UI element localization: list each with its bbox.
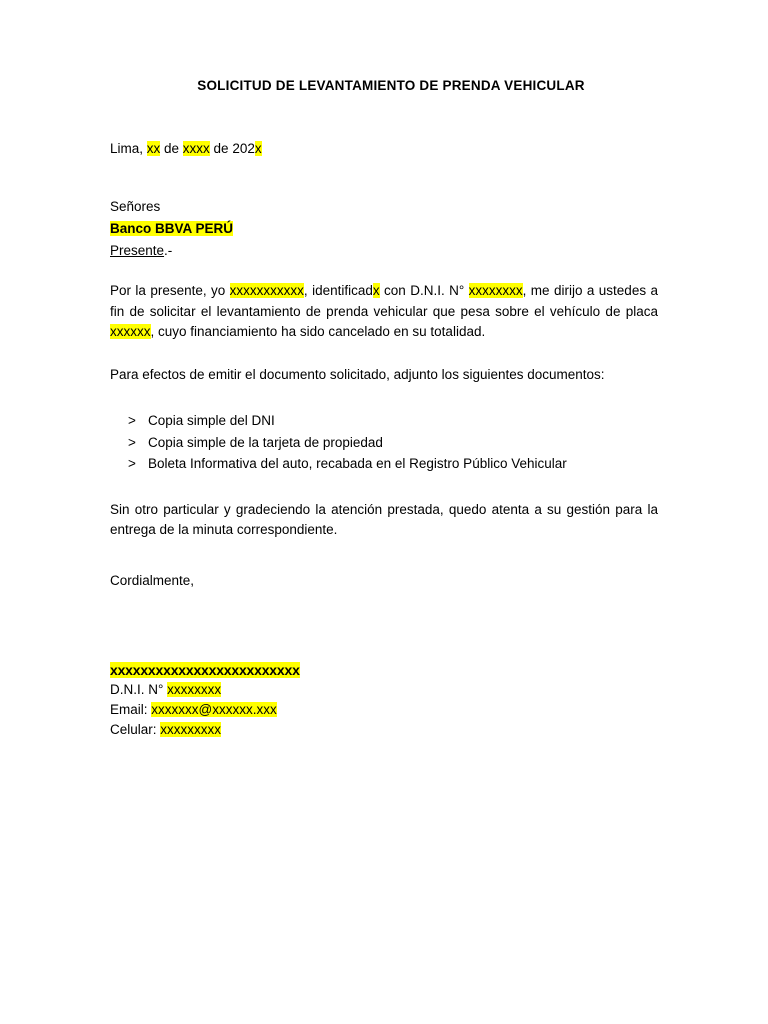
date-mid: de [160, 141, 183, 156]
list-bullet: > [128, 456, 136, 471]
signature-name: xxxxxxxxxxxxxxxxxxxxxxxxx [110, 661, 300, 678]
spacer [110, 476, 658, 500]
date-line [110, 139, 658, 159]
p1-name-field: xxxxxxxxxxx [229, 283, 304, 298]
addressee-block [110, 197, 658, 261]
p1-part5: , cuyo financiamiento ha sido cancelado en su totalidad. [150, 324, 486, 339]
list-bullet: > [128, 413, 136, 428]
document-body [110, 78, 658, 740]
signature-name-line [110, 661, 658, 680]
signature-phone-label: Celular: [110, 721, 161, 737]
signature-phone-value: xxxxxxxxx [160, 721, 222, 737]
spacer [110, 591, 658, 661]
paragraph-closing-request: Sin otro particular y gradeciendo la atención prestada, quedo atenta a su gestión para la entrega de la minuta correspondiente. [110, 501, 658, 537]
list-item-label: Boleta Informativa del auto, recabada en el Registro Público Vehicular [148, 456, 567, 471]
spacer [110, 385, 658, 411]
spacer [110, 541, 658, 571]
date-prefix: Lima, [110, 141, 147, 156]
list-item-label: Copia simple del DNI [148, 413, 275, 428]
p1-plate-field: xxxxxx [110, 324, 151, 339]
p1-part2: , identificad [303, 283, 373, 298]
date-month: xxxx [182, 141, 210, 156]
list-item [110, 433, 658, 454]
signature-dni-line [110, 680, 658, 700]
list-item [110, 454, 658, 475]
signature-dni-value: xxxxxxxx [167, 681, 222, 697]
list-item-label: Copia simple de la tarjeta de propiedad [148, 434, 383, 450]
spacer [110, 93, 658, 139]
signature-email-value: xxxxxxx@xxxxxx.xxx [151, 701, 277, 717]
spacer [110, 263, 658, 281]
p1-gender-field: x [372, 283, 380, 298]
spacer [110, 159, 658, 197]
addressee-present-line [110, 241, 658, 261]
addressee-present-suffix: .- [164, 243, 173, 258]
date-year-digit: x [254, 141, 262, 156]
date-day: xx [146, 141, 161, 156]
addressee-present: Presente [110, 243, 165, 258]
p1-part1: Por la presente, yo [110, 283, 230, 298]
paragraph-request [110, 281, 658, 343]
paragraph-attachments-intro: Para efectos de emitir el documento solicitado, adjunto los siguientes documentos: [110, 366, 605, 382]
addressee-bank: Banco BBVA PERÚ [110, 221, 234, 236]
signature-email-label: Email: [110, 701, 152, 717]
closing-salutation: Cordialmente, [110, 572, 195, 588]
spacer [110, 343, 658, 365]
p1-dni-field: xxxxxxxx [468, 283, 523, 298]
signature-phone-line [110, 720, 658, 740]
list-bullet: > [128, 434, 136, 450]
addressee-bank-line [110, 219, 658, 239]
p1-part3: con D.N.I. N° [379, 283, 469, 298]
signature-block [110, 661, 658, 740]
attachments-list [110, 411, 658, 475]
p1-part4: , me dirijo a ustedes a fin de solicitar el levantamiento de prenda vehicular que pesa sobre el vehículo de placa [110, 283, 658, 319]
signature-dni-label: D.N.I. N° [110, 681, 168, 697]
addressee-salutation: Señores [110, 199, 161, 214]
page-title: SOLICITUD DE LEVANTAMIENTO DE PRENDA VEHICULAR [197, 78, 585, 93]
signature-email-line [110, 700, 658, 720]
date-mid2: de 202 [209, 141, 255, 156]
list-item [110, 411, 658, 432]
